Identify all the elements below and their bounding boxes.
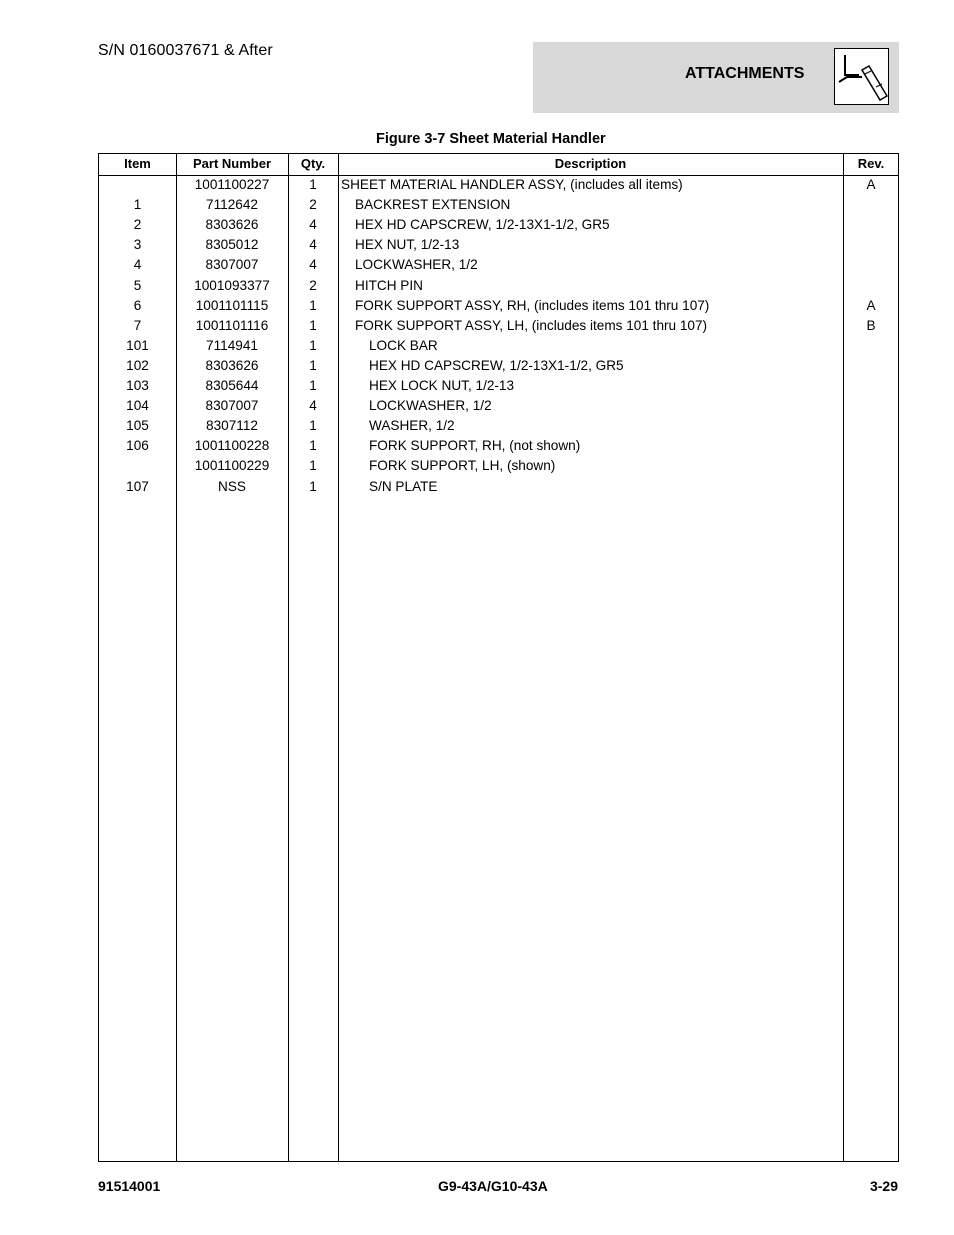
description-cell: FORK SUPPORT, LH, (shown) xyxy=(369,458,556,474)
item-cell: 102 xyxy=(126,357,149,373)
item-cell: 5 xyxy=(133,277,142,293)
qty-cell: 4 xyxy=(309,217,317,233)
item-cell: 3 xyxy=(133,237,142,253)
description-cell: LOCKWASHER, 1/2 xyxy=(369,398,492,414)
qty-cell: 4 xyxy=(309,257,317,273)
description-cell: S/N PLATE xyxy=(369,478,438,494)
part-number-cell: 7114941 xyxy=(206,337,258,353)
figure-title: Figure 3-7 Sheet Material Handler xyxy=(376,131,606,147)
part-number-cell: 1001101116 xyxy=(195,317,269,333)
item-cell: 107 xyxy=(126,478,149,494)
description-cell: FORK SUPPORT, RH, (not shown) xyxy=(369,438,581,454)
table-row xyxy=(99,396,898,416)
item-cell: 1 xyxy=(133,197,142,213)
column-header-item: Item xyxy=(124,156,151,171)
table-row xyxy=(99,376,898,396)
fork-attachment-icon xyxy=(834,48,889,105)
part-number-cell: 8307112 xyxy=(206,418,258,434)
qty-cell: 1 xyxy=(309,317,317,333)
parts-table xyxy=(98,153,899,1162)
item-cell: 104 xyxy=(126,398,149,414)
item-cell: 6 xyxy=(133,297,142,313)
serial-number-range: S/N 0160037671 & After xyxy=(98,42,273,59)
table-row xyxy=(99,235,898,255)
description-cell: FORK SUPPORT ASSY, RH, (includes items 101 thru 107) xyxy=(355,297,710,313)
column-header-qty: Qty. xyxy=(300,156,326,171)
table-row xyxy=(99,215,898,235)
table-row xyxy=(99,175,898,195)
part-number-cell: 1001101115 xyxy=(195,297,269,313)
description-cell: LOCKWASHER, 1/2 xyxy=(355,257,478,273)
table-row xyxy=(99,416,898,436)
description-cell: HITCH PIN xyxy=(355,277,423,293)
part-number-cell: 8307007 xyxy=(205,257,259,273)
qty-cell: 1 xyxy=(309,458,317,474)
part-number-cell: 8307007 xyxy=(205,398,259,414)
item-cell: 101 xyxy=(126,337,149,353)
qty-cell: 2 xyxy=(309,277,317,293)
description-cell: SHEET MATERIAL HANDLER ASSY, (includes all items) xyxy=(341,177,683,192)
part-number-cell: 8305012 xyxy=(205,237,259,253)
description-cell: HEX HD CAPSCREW, 1/2-13X1-1/2, GR5 xyxy=(369,357,624,373)
description-cell: WASHER, 1/2 xyxy=(369,418,455,434)
part-number-cell: 1001100229 xyxy=(194,458,270,474)
description-cell: HEX LOCK NUT, 1/2-13 xyxy=(369,378,515,393)
table-row xyxy=(99,195,898,215)
part-number-cell: 1001100228 xyxy=(194,438,270,454)
part-number-cell: 7112642 xyxy=(206,197,258,213)
rev-cell: B xyxy=(866,317,876,333)
table-row xyxy=(99,477,898,497)
qty-cell: 4 xyxy=(309,398,317,414)
qty-cell: 1 xyxy=(309,378,317,393)
column-header-rev: Rev. xyxy=(857,156,885,171)
qty-cell: 1 xyxy=(309,337,317,353)
qty-cell: 1 xyxy=(309,177,317,192)
part-number-cell: 8303626 xyxy=(205,217,259,233)
table-row xyxy=(99,276,898,296)
part-number-cell: 1001093377 xyxy=(194,277,270,293)
table-row xyxy=(99,336,898,356)
page-number: 3-29 xyxy=(869,1178,898,1194)
part-number-cell: 8305644 xyxy=(205,378,259,393)
model-number: G9-43A/G10-43A xyxy=(438,1178,548,1194)
section-header xyxy=(533,42,899,113)
column-header-part-number: Part Number xyxy=(192,156,272,171)
item-cell: 105 xyxy=(126,418,149,434)
description-cell: HEX HD CAPSCREW, 1/2-13X1-1/2, GR5 xyxy=(355,217,610,233)
table-row xyxy=(99,436,898,456)
part-number-cell: 8303626 xyxy=(205,357,259,373)
rev-cell: A xyxy=(866,297,876,313)
item-cell: 7 xyxy=(133,317,142,333)
section-title: ATTACHMENTS xyxy=(685,65,805,82)
qty-cell: 2 xyxy=(309,197,317,213)
qty-cell: 1 xyxy=(309,297,317,313)
description-cell: HEX NUT, 1/2-13 xyxy=(355,237,460,253)
item-cell: 2 xyxy=(133,217,142,233)
qty-cell: 1 xyxy=(309,357,317,373)
rev-cell: A xyxy=(866,177,876,192)
document-number: 91514001 xyxy=(98,1178,161,1194)
part-number-cell: 1001100227 xyxy=(194,177,270,192)
table-row xyxy=(99,356,898,376)
table-row xyxy=(99,296,898,316)
description-cell: FORK SUPPORT ASSY, LH, (includes items 101 thru 107) xyxy=(355,317,708,333)
description-cell: LOCK BAR xyxy=(369,337,438,353)
qty-cell: 1 xyxy=(309,418,317,434)
qty-cell: 1 xyxy=(309,438,317,454)
table-row xyxy=(99,255,898,275)
item-cell: 106 xyxy=(126,438,149,454)
column-header-description: Description xyxy=(554,156,627,171)
part-number-cell: NSS xyxy=(218,478,246,494)
qty-cell: 4 xyxy=(309,237,317,253)
qty-cell: 1 xyxy=(309,478,317,494)
description-cell: BACKREST EXTENSION xyxy=(355,197,511,213)
table-row xyxy=(99,456,898,476)
item-cell: 103 xyxy=(126,378,149,393)
item-cell: 4 xyxy=(133,257,142,273)
table-row xyxy=(99,316,898,336)
